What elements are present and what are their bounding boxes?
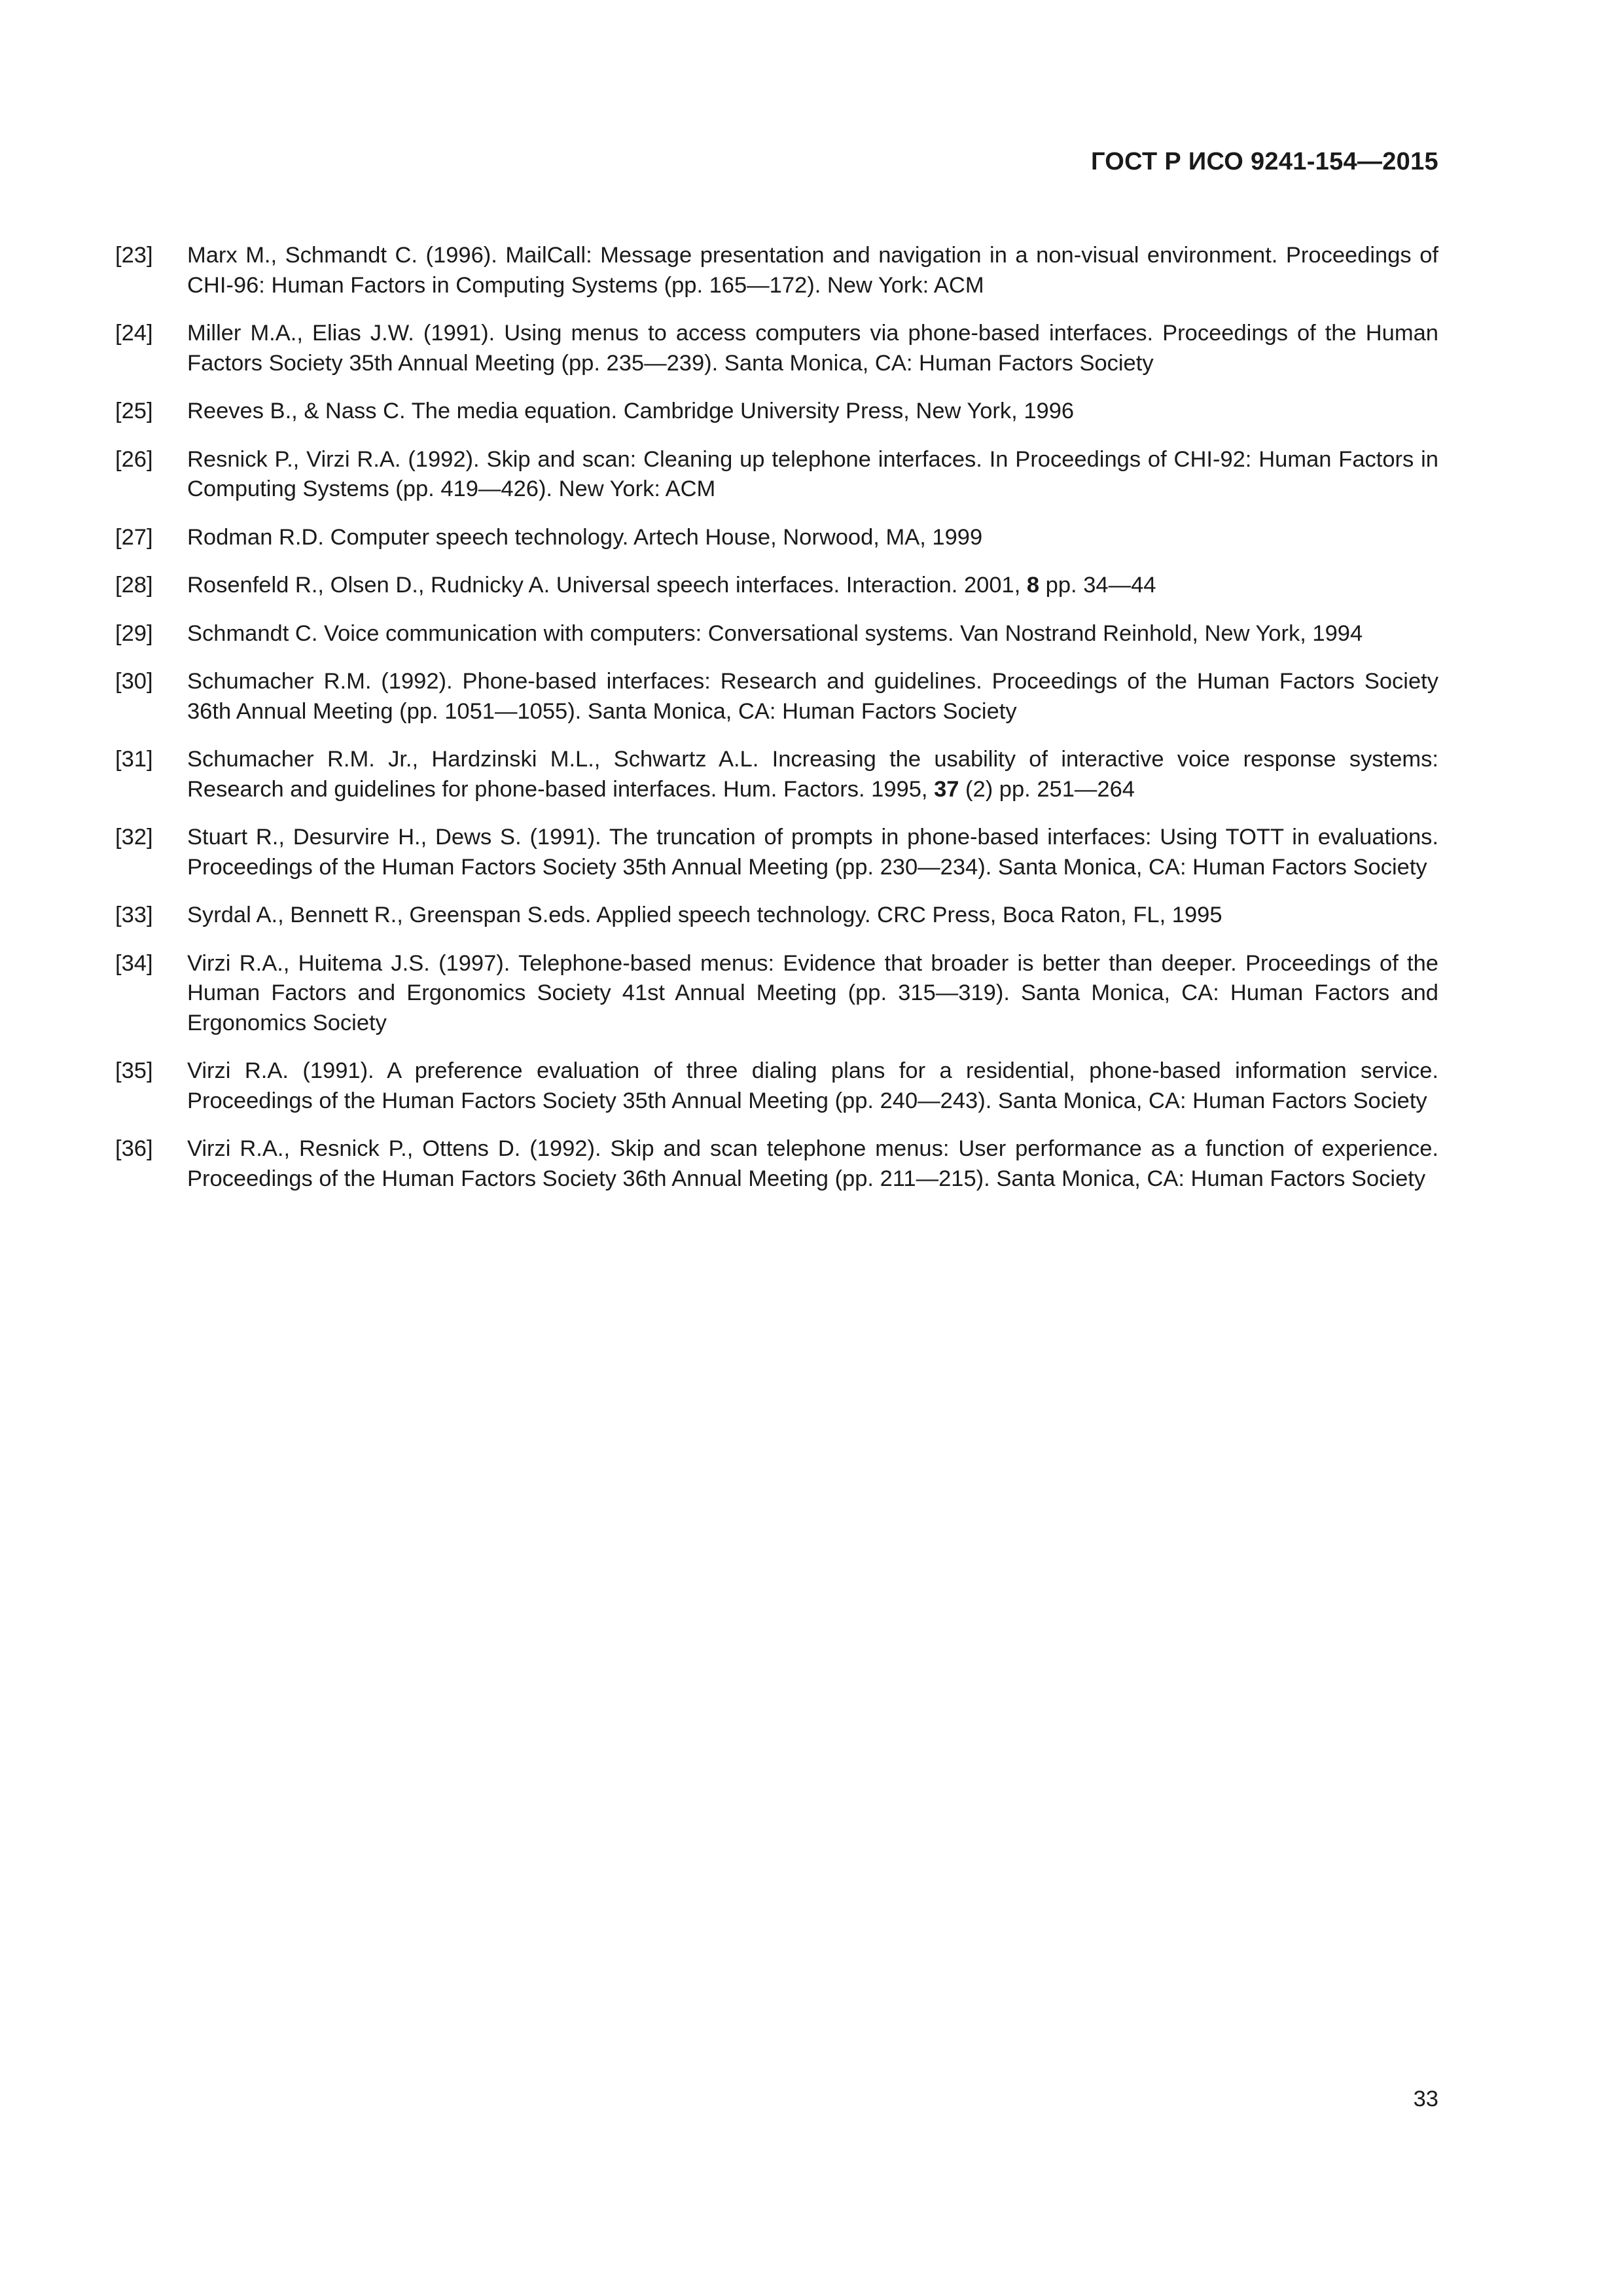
- reference-item: [115, 745, 1438, 804]
- reference-text: Stuart R., Desurvire H., Dews S. (1991). The truncation of prompts in phone-based interfaces: Using TOTT in evaluations. Proceedings of the Human Factors Society 35th Annual Meeting (pp. 230—234). Santa Monica, CA: Human Factors Society: [187, 825, 1438, 880]
- reference-item: [115, 823, 1438, 882]
- reference-item: [115, 397, 1438, 427]
- reference-number: [26]: [115, 446, 153, 472]
- reference-number: [25]: [115, 399, 153, 423]
- reference-list: [115, 241, 1438, 1212]
- reference-number: [32]: [115, 825, 153, 850]
- reference-volume: 8: [1026, 573, 1040, 598]
- reference-text: Virzi R.A., Huitema J.S. (1997). Telephone-based menus: Evidence that broader is better than deeper. Proceedings of the Human Factors and Ergonomics Society 41st Annual Meeting (pp. 315—319). Santa Monica, CA: Human Factors and Ergonomics Society: [187, 950, 1438, 1035]
- reference-item: [115, 571, 1438, 601]
- reference-text: [187, 571, 1438, 601]
- reference-number: [29]: [115, 620, 153, 646]
- reference-item: [115, 901, 1438, 931]
- reference-number: [30]: [115, 669, 153, 694]
- document-header: ГОСТ Р ИСО 9241-154—2015: [1090, 148, 1438, 175]
- reference-text: Marx M., Schmandt C. (1996). MailCall: Message presentation and navigation in a non-visual environment. Proceedings of CHI-96: Human Factors in Computing Systems (pp. 165—172). New York: ACM: [187, 243, 1438, 298]
- reference-text: [187, 745, 1438, 804]
- reference-text: Schumacher R.M. (1992). Phone-based interfaces: Research and guidelines. Proceedings of the Human Factors Society 36th Annual Meeting (pp. 1051—1055). Santa Monica, CA: Human Factors Society: [187, 669, 1438, 724]
- reference-number: [31]: [115, 747, 153, 772]
- reference-number: [36]: [115, 1136, 153, 1161]
- reference-item: [115, 949, 1438, 1039]
- reference-text: Miller M.A., Elias J.W. (1991). Using menus to access computers via phone-based interfaces. Proceedings of the Human Factors Society 35th Annual Meeting (pp. 235—239). Santa Monica, CA: Human Factors Society: [187, 321, 1438, 376]
- reference-number: [28]: [115, 573, 153, 598]
- reference-number: [24]: [115, 321, 153, 346]
- reference-item: [115, 445, 1438, 505]
- reference-number: [27]: [115, 524, 153, 550]
- reference-number: [23]: [115, 243, 153, 268]
- reference-text: Resnick P., Virzi R.A. (1992). Skip and scan: Cleaning up telephone interfaces. In Proceedings of CHI-92: Human Factors in Computing Systems (pp. 419—426). New York: ACM: [187, 446, 1438, 501]
- reference-text: Schmandt C. Voice communication with computers: Conversational systems. Van Nostrand Reinhold, New York, 1994: [187, 620, 1363, 646]
- reference-item: [115, 1056, 1438, 1116]
- reference-item: [115, 241, 1438, 300]
- reference-item: [115, 319, 1438, 378]
- reference-item: [115, 619, 1438, 649]
- reference-text: Rodman R.D. Computer speech technology. Artech House, Norwood, MA, 1999: [187, 524, 983, 550]
- reference-text: Virzi R.A., Resnick P., Ottens D. (1992). Skip and scan telephone menus: User performance as a function of experience. Proceedings of the Human Factors Society 36th Annual Meeting (pp. 211—215). Santa Monica, CA: Human Factors Society: [187, 1136, 1438, 1191]
- reference-number: [34]: [115, 950, 153, 976]
- reference-number: [35]: [115, 1058, 153, 1083]
- reference-text: Syrdal A., Bennett R., Greenspan S.eds. Applied speech technology. CRC Press, Boca Raton, FL, 1995: [187, 903, 1222, 927]
- reference-text-part: Schumacher R.M. Jr., Hardzinski M.L., Schwartz A.L. Increasing the usability of interactive voice response systems: Research and guidelines for phone-based interfaces. Hum. Factors. 1995,: [187, 747, 1438, 802]
- reference-text-part: pp. 34—44: [1039, 573, 1156, 598]
- page-number: 33: [1413, 2087, 1438, 2111]
- reference-text-part: (2) pp. 251—264: [959, 776, 1135, 802]
- reference-item: [115, 1134, 1438, 1194]
- reference-volume: 37: [934, 776, 959, 802]
- reference-text: Reeves B., & Nass C. The media equation. Cambridge University Press, New York, 1996: [187, 399, 1075, 423]
- reference-item: [115, 523, 1438, 553]
- reference-item: [115, 667, 1438, 726]
- reference-number: [33]: [115, 903, 153, 927]
- reference-text-part: Rosenfeld R., Olsen D., Rudnicky A. Universal speech interfaces. Interaction. 2001,: [187, 573, 1027, 598]
- reference-text: Virzi R.A. (1991). A preference evaluation of three dialing plans for a residential, phone-based information service. Proceedings of the Human Factors Society 35th Annual Meeting (pp. 240—243). Santa Monica, CA: Human Factors Society: [187, 1058, 1438, 1113]
